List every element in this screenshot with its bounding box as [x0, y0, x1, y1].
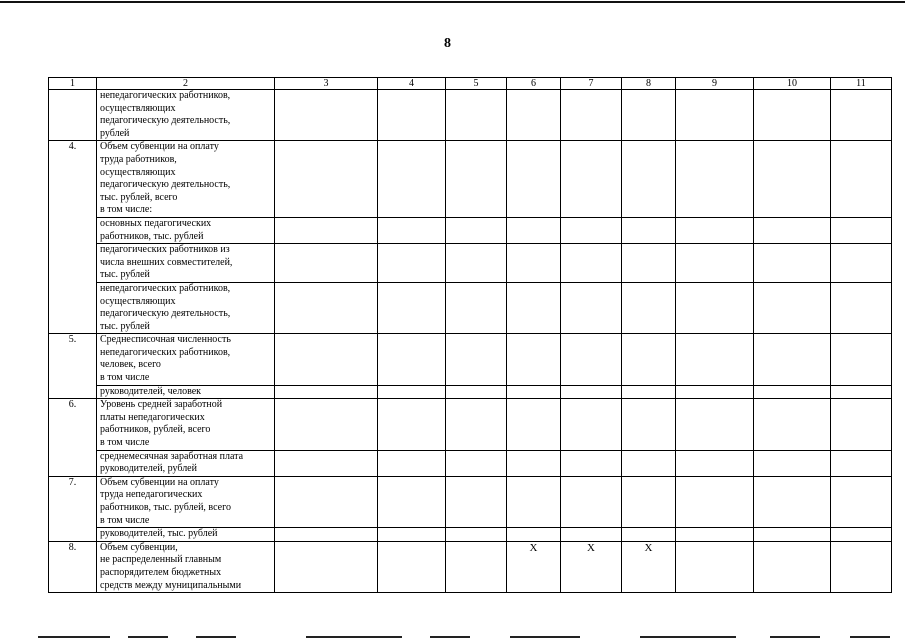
column-header-6: 6: [507, 78, 561, 90]
value-cell-col-3: [275, 385, 378, 399]
column-header-11: 11: [831, 78, 892, 90]
value-cell-col-9: [676, 541, 754, 592]
value-cell-col-5: [446, 334, 507, 385]
indicator-label-line: в том числе: [100, 514, 150, 526]
indicator-label-line: тыс. рублей, всего: [100, 191, 178, 203]
indicator-label-line: тыс. рублей: [100, 320, 150, 332]
value-cell-col-6: [507, 476, 561, 527]
indicator-label-line: непедагогических работников,: [100, 90, 231, 101]
column-number-row: [49, 78, 892, 90]
x-mark-col-7: X: [561, 541, 622, 592]
top-border-line: [0, 1, 905, 3]
x-mark-col-6: X: [507, 541, 561, 592]
value-cell-col-6: [507, 528, 561, 542]
value-cell-col-7: [561, 399, 622, 450]
row-number-cell: [49, 385, 97, 399]
value-cell-col-8: [622, 141, 676, 218]
bottom-border-line: [0, 636, 905, 638]
indicator-label-line: осуществляющих: [100, 295, 176, 307]
value-cell-col-8: [622, 282, 676, 333]
indicator-label-line: Объем субвенции,: [100, 541, 178, 553]
indicator-label-line: в том числе: [100, 437, 150, 449]
value-cell-col-7: [561, 385, 622, 399]
indicator-label-cell: [97, 334, 275, 385]
table-row: [49, 141, 892, 218]
value-cell-col-8: [622, 244, 676, 283]
table-row: [49, 282, 892, 333]
value-cell-col-7: [561, 244, 622, 283]
indicator-label-line: Уровень средней заработной: [100, 399, 223, 411]
indicator-label-line: руководителей, рублей: [100, 463, 197, 475]
table-row: [49, 399, 892, 450]
column-header-2: 2: [97, 78, 275, 90]
table-row: [49, 217, 892, 243]
value-cell-col-9: [676, 399, 754, 450]
indicator-label-line: тыс. рублей: [100, 269, 150, 281]
indicator-label-cell: [97, 141, 275, 218]
value-cell-col-9: [676, 385, 754, 399]
value-cell-col-4: [378, 141, 446, 218]
value-cell-col-4: [378, 282, 446, 333]
value-cell-col-4: [378, 450, 446, 476]
indicator-label-line: средств между муниципальными: [100, 579, 242, 591]
value-cell-col-6: [507, 90, 561, 141]
value-cell-col-7: [561, 141, 622, 218]
value-cell-col-8: [622, 334, 676, 385]
value-cell-col-9: [676, 450, 754, 476]
value-cell-col-6: [507, 385, 561, 399]
value-cell-col-8: [622, 399, 676, 450]
row-number-cell: 8.: [49, 541, 97, 592]
table-row: [49, 450, 892, 476]
indicator-label-line: платы непедагогических: [100, 411, 205, 423]
column-header-8: 8: [622, 78, 676, 90]
indicator-label-line: педагогическую деятельность,: [100, 179, 231, 191]
value-cell-col-6: [507, 141, 561, 218]
value-cell-col-7: [561, 476, 622, 527]
column-header-10: 10: [754, 78, 831, 90]
indicator-label-line: Объем субвенции на оплату: [100, 141, 219, 153]
table-row: [49, 334, 892, 385]
table-row: [49, 244, 892, 283]
value-cell-col-6: [507, 217, 561, 243]
indicator-label-cell: [97, 282, 275, 333]
value-cell-col-8: [622, 90, 676, 141]
value-cell-col-11: [831, 217, 892, 243]
row-number-cell: 4.: [49, 141, 97, 218]
row-number-cell: 7.: [49, 476, 97, 527]
value-cell-col-5: [446, 90, 507, 141]
value-cell-col-8: [622, 217, 676, 243]
value-cell-col-9: [676, 282, 754, 333]
value-cell-col-8: [622, 528, 676, 542]
value-cell-col-9: [676, 141, 754, 218]
value-cell-col-4: [378, 217, 446, 243]
row-number-cell: [49, 282, 97, 333]
value-cell-col-10: [754, 217, 831, 243]
value-cell-col-3: [275, 282, 378, 333]
row-number-cell: 5.: [49, 334, 97, 385]
indicator-label-line: Объем субвенции на оплату: [100, 476, 219, 488]
value-cell-col-10: [754, 450, 831, 476]
row-number-cell: [49, 217, 97, 243]
indicator-label-line: труда работников,: [100, 153, 177, 165]
value-cell-col-5: [446, 282, 507, 333]
value-cell-col-11: [831, 541, 892, 592]
value-cell-col-11: [831, 244, 892, 283]
indicator-label-cell: [97, 528, 275, 542]
row-number-cell: [49, 450, 97, 476]
indicator-label-line: руководителей, тыс. рублей: [100, 528, 218, 540]
value-cell-col-7: [561, 282, 622, 333]
value-cell-col-6: [507, 282, 561, 333]
indicator-label-cell: [97, 450, 275, 476]
indicator-label-line: работников, тыс. рублей, всего: [100, 502, 231, 513]
value-cell-col-3: [275, 141, 378, 218]
value-cell-col-7: [561, 528, 622, 542]
value-cell-col-3: [275, 334, 378, 385]
value-cell-col-6: [507, 450, 561, 476]
value-cell-col-8: [622, 476, 676, 527]
value-cell-col-9: [676, 476, 754, 527]
x-mark-col-8: X: [622, 541, 676, 592]
value-cell-col-10: [754, 141, 831, 218]
indicator-label-line: в том числе: [100, 372, 150, 384]
indicator-label-line: распорядителем бюджетных: [100, 566, 222, 578]
value-cell-col-4: [378, 90, 446, 141]
value-cell-col-4: [378, 476, 446, 527]
column-header-3: 3: [275, 78, 378, 90]
indicator-label-line: человек, всего: [100, 359, 161, 371]
value-cell-col-5: [446, 476, 507, 527]
column-header-5: 5: [446, 78, 507, 90]
column-header-4: 4: [378, 78, 446, 90]
indicator-label-cell: [97, 476, 275, 527]
indicator-label-line: Среднесписочная численность: [100, 334, 231, 346]
indicator-label-cell: [97, 217, 275, 243]
value-cell-col-5: [446, 141, 507, 218]
indicator-label-cell: [97, 90, 275, 141]
indicator-label-cell: [97, 385, 275, 399]
value-cell-col-9: [676, 528, 754, 542]
indicator-label-line: непедагогических работников,: [100, 346, 231, 358]
value-cell-col-10: [754, 528, 831, 542]
value-cell-col-4: [378, 541, 446, 592]
column-header-7: 7: [561, 78, 622, 90]
table-row: [49, 541, 892, 592]
indicator-label-line: педагогических работников из: [100, 244, 230, 256]
indicator-label-line: рублей: [100, 127, 130, 139]
value-cell-col-10: [754, 399, 831, 450]
report-table: [48, 77, 892, 593]
value-cell-col-4: [378, 244, 446, 283]
value-cell-col-5: [446, 399, 507, 450]
indicator-label-line: в том числе:: [100, 204, 153, 216]
indicator-label-line: числа внешних совместителей,: [100, 256, 233, 268]
value-cell-col-10: [754, 244, 831, 283]
value-cell-col-8: [622, 385, 676, 399]
value-cell-col-3: [275, 244, 378, 283]
row-number-cell: 6.: [49, 399, 97, 450]
value-cell-col-11: [831, 476, 892, 527]
row-number-cell: [49, 528, 97, 542]
value-cell-col-7: [561, 334, 622, 385]
indicator-label-line: педагогическую деятельность,: [100, 115, 231, 127]
value-cell-col-5: [446, 217, 507, 243]
indicator-label-line: среднемесячная заработная плата: [100, 450, 244, 462]
value-cell-col-4: [378, 399, 446, 450]
indicator-label-cell: [97, 399, 275, 450]
table-row: [49, 385, 892, 399]
indicator-label-line: руководителей, человек: [100, 385, 202, 397]
indicator-label-line: работников, рублей, всего: [100, 424, 211, 436]
value-cell-col-6: [507, 399, 561, 450]
value-cell-col-3: [275, 476, 378, 527]
column-header-1: 1: [49, 78, 97, 90]
indicator-label-line: педагогическую деятельность,: [100, 308, 231, 320]
value-cell-col-7: [561, 90, 622, 141]
value-cell-col-6: [507, 334, 561, 385]
column-header-9: 9: [676, 78, 754, 90]
value-cell-col-3: [275, 528, 378, 542]
value-cell-col-7: [561, 450, 622, 476]
value-cell-col-5: [446, 541, 507, 592]
value-cell-col-10: [754, 282, 831, 333]
indicator-label-line: труда непедагогических: [100, 489, 203, 501]
value-cell-col-3: [275, 217, 378, 243]
value-cell-col-11: [831, 334, 892, 385]
indicator-label-cell: [97, 541, 275, 592]
row-number-cell: [49, 90, 97, 141]
value-cell-col-6: [507, 244, 561, 283]
value-cell-col-10: [754, 476, 831, 527]
value-cell-col-10: [754, 90, 831, 141]
table-row: [49, 528, 892, 542]
table-body: [49, 78, 892, 593]
value-cell-col-11: [831, 90, 892, 141]
value-cell-col-11: [831, 528, 892, 542]
value-cell-col-9: [676, 90, 754, 141]
value-cell-col-9: [676, 334, 754, 385]
indicator-label-line: не распределенный главным: [100, 554, 222, 566]
value-cell-col-3: [275, 541, 378, 592]
value-cell-col-11: [831, 450, 892, 476]
value-cell-col-4: [378, 385, 446, 399]
indicator-label-line: работников, тыс. рублей: [100, 230, 204, 242]
indicator-label-line: осуществляющих: [100, 166, 176, 178]
value-cell-col-11: [831, 141, 892, 218]
value-cell-col-7: [561, 217, 622, 243]
indicator-label-cell: [97, 244, 275, 283]
indicator-label-line: непедагогических работников,: [100, 282, 231, 294]
value-cell-col-10: [754, 385, 831, 399]
value-cell-col-5: [446, 450, 507, 476]
value-cell-col-5: [446, 528, 507, 542]
indicator-label-line: осуществляющих: [100, 102, 176, 114]
value-cell-col-4: [378, 528, 446, 542]
value-cell-col-9: [676, 217, 754, 243]
value-cell-col-3: [275, 450, 378, 476]
row-number-cell: [49, 244, 97, 283]
value-cell-col-4: [378, 334, 446, 385]
indicator-label-line: основных педагогических: [100, 217, 212, 229]
value-cell-col-8: [622, 450, 676, 476]
value-cell-col-3: [275, 399, 378, 450]
value-cell-col-5: [446, 244, 507, 283]
value-cell-col-11: [831, 399, 892, 450]
value-cell-col-3: [275, 90, 378, 141]
page-number: 8: [444, 36, 451, 51]
value-cell-col-11: [831, 282, 892, 333]
table-row: [49, 476, 892, 527]
value-cell-col-11: [831, 385, 892, 399]
value-cell-col-10: [754, 334, 831, 385]
value-cell-col-9: [676, 244, 754, 283]
value-cell-col-5: [446, 385, 507, 399]
table-row: [49, 90, 892, 141]
value-cell-col-10: [754, 541, 831, 592]
